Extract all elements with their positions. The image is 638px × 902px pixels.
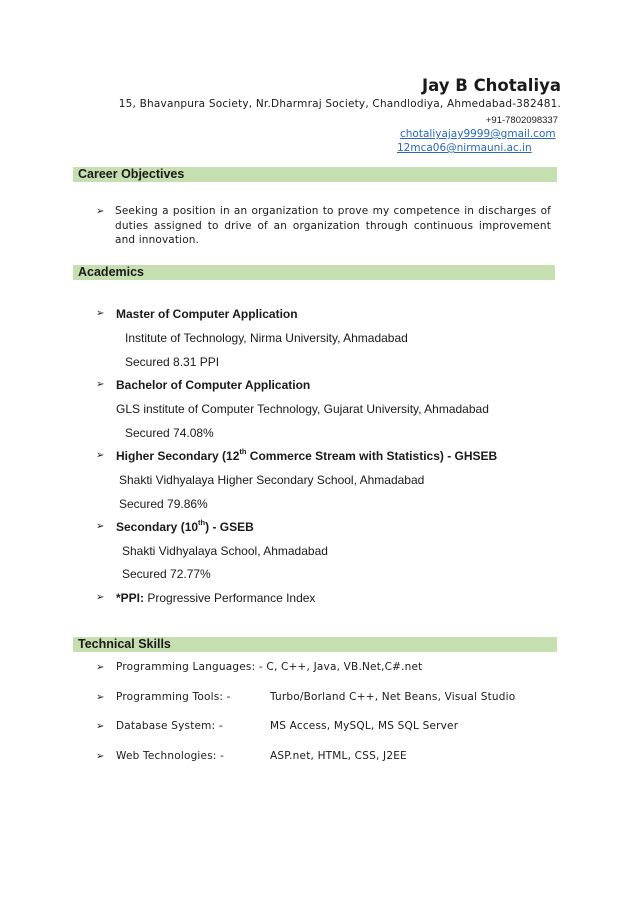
bullet-arrow-icon: ➢	[96, 692, 105, 703]
degree-title: Bachelor of Computer Application	[116, 378, 311, 392]
bullet-arrow-icon: ➢	[96, 521, 105, 532]
email-link-primary[interactable]: chotaliyajay9999@gmail.com	[400, 128, 556, 140]
skill-value: ASP.net, HTML, CSS, J2EE	[270, 750, 407, 762]
skill-value: MS Access, MySQL, MS SQL Server	[270, 720, 459, 732]
degree-title: Master of Computer Application	[116, 307, 298, 321]
degree-title: Higher Secondary (12th Commerce Stream with Statistics) - GHSEB	[116, 447, 498, 463]
skill-label: Database System: -	[116, 720, 223, 732]
skill-row: Programming Languages: - C, C++, Java, VB.Net,C#.net	[116, 661, 423, 673]
candidate-name: Jay B Chotaliya	[421, 76, 561, 95]
degree-title: Secondary (10th) - GSEB	[116, 518, 254, 534]
phone-number: +91-7802098337	[485, 115, 558, 126]
skill-label: Programming Tools: -	[116, 691, 231, 703]
address: 15, Bhavanpura Society, Nr.Dharmraj Society, Chandlodiya, Ahmedabad-382481.	[118, 98, 561, 110]
bullet-arrow-icon: ➢	[96, 721, 105, 732]
bullet-arrow-icon: ➢	[96, 592, 105, 603]
bullet-arrow-icon: ➢	[96, 379, 105, 390]
skill-value: Turbo/Borland C++, Net Beans, Visual Studio	[270, 691, 516, 703]
degree-institute: Institute of Technology, Nirma University, Ahmadabad	[125, 331, 408, 345]
degree-score: Secured 74.08%	[125, 426, 214, 440]
section-heading-academics: Academics	[73, 265, 555, 280]
bullet-arrow-icon: ➢	[96, 751, 105, 762]
skill-label: Web Technologies: -	[116, 750, 225, 762]
degree-score: Secured 72.77%	[122, 567, 211, 581]
section-heading-skills: Technical Skills	[73, 637, 557, 652]
degree-institute: Shakti Vidhyalaya School, Ahmadabad	[122, 544, 328, 558]
bullet-arrow-icon: ➢	[96, 450, 105, 461]
bullet-arrow-icon: ➢	[96, 662, 105, 673]
career-objective-text: Seeking a position in an organization to prove my competence in discharges of duties assigned to drive of an organization through continuous improvement and innovation.	[115, 205, 551, 246]
ppi-note: *PPI: Progressive Performance Index	[116, 591, 316, 605]
degree-institute: Shakti Vidhyalaya Higher Secondary School, Ahmadabad	[119, 473, 425, 487]
bullet-arrow-icon: ➢	[96, 206, 105, 217]
degree-score: Secured 8.31 PPI	[125, 355, 220, 369]
bullet-arrow-icon: ➢	[96, 308, 105, 319]
section-heading-career: Career Objectives	[73, 167, 557, 182]
degree-institute: GLS institute of Computer Technology, Gujarat University, Ahmadabad	[116, 402, 489, 416]
email-link-secondary[interactable]: 12mca06@nirmauni.ac.in	[397, 142, 532, 154]
degree-score: Secured 79.86%	[119, 497, 208, 511]
